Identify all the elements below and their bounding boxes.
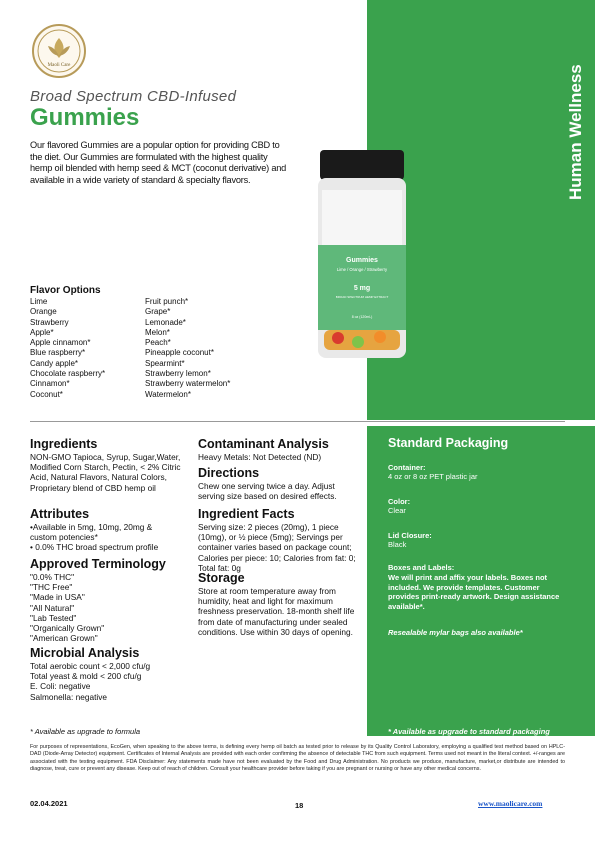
terminology-line: "American Grown": [30, 633, 98, 644]
jar-label-title: Gummies: [346, 257, 378, 264]
packaging-container-heading: Container:: [388, 463, 426, 472]
packaging-boxes: We will print and affix your labels. Boxes not included. We provide templates. Customer provides print-ready artwork. Design assistance available*.: [388, 573, 560, 611]
directions-title: Directions: [198, 466, 260, 480]
legal-disclaimer: For purposes of representations, EcoGen, when speaking to the above terms, is defining every hemp oil batch as tested prior to release by its Quality Control Laboratory, employing a qualified test method based on HPLC-DAD (Diode-Array Detector) equipment. Certificates of Internal Analysis are provided with each order confirming the absence of detectable THC from such equipment. Terms used not meant in the literal context. +/-ranges are associated with the testing equipment. FDA Disclaimer: Any statements made have not been evaluated by the Food and Drug Administration. No products we produce, manufacture, market,or distribute are intended to diagnose, treat, cure or prevent any disease. Keep out of reach of children. Consult your healthcare provider before taking if you are pregnant or nursing or have any other medical concerns.: [30, 744, 565, 772]
attribute-line: •Available in 5mg, 10mg, 20mg &: [30, 522, 153, 532]
flavor-list-col1: [30, 297, 105, 400]
flavor-item: Orange: [30, 307, 57, 317]
microbial-line: Total aerobic count < 2,000 cfu/g: [30, 661, 151, 671]
flavor-item: Strawberry: [30, 317, 69, 327]
brand-logo: [32, 24, 86, 78]
facts-title: Ingredient Facts: [198, 507, 295, 521]
terminology-line: "0.0% THC": [30, 572, 75, 582]
website-link[interactable]: www.maolicare.com: [478, 799, 543, 808]
section-divider: [30, 421, 565, 422]
product-intro: Our flavored Gummies are a popular option for providing CBD to the diet. Our Gummies are formulated with the highest quality hemp oil blended with hemp seed & MCT (coconut derivative) and available in a wide variety of standard & specialty flavors.: [30, 140, 287, 185]
jar-label-flavors: Lime / Orange / Strawberry: [336, 267, 388, 272]
packaging-container: 4 oz or 8 oz PET plastic jar: [388, 472, 478, 481]
ingredients-text: NON-GMO Tapioca, Syrup, Sugar,Water, Modified Corn Starch, Pectin, < 2% Citric Acid, Natural Flavors, Natural Colors, Proprietary blend of CBD hemp oil: [30, 452, 181, 493]
terminology-line: "Lab Tested": [30, 612, 77, 623]
page-number: 18: [295, 801, 304, 810]
microbial-list: [30, 661, 190, 702]
contaminant-text: Heavy Metals: Not Detected (ND): [198, 452, 322, 462]
flavor-item: Fruit punch*: [145, 297, 189, 306]
flavor-item: Spearmint*: [145, 358, 185, 368]
terminology-line: "THC Free": [30, 582, 73, 593]
flavor-item: Cinnamon*: [30, 379, 70, 389]
packaging-boxes-heading: Boxes and Labels:: [388, 563, 455, 572]
jar-label-strength: 5 mg: [353, 285, 371, 292]
packaging-color-heading: Color:: [388, 497, 411, 506]
attributes-list: [30, 522, 190, 553]
flavor-item: Blue raspberry*: [30, 348, 86, 358]
terminology-list: [30, 572, 190, 643]
packaging-footnote: * Available as upgrade to standard packaging: [388, 727, 550, 736]
microbial-title: Microbial Analysis: [30, 646, 140, 660]
flavor-item: Lime: [30, 297, 48, 306]
product-title: Gummies: [30, 104, 140, 131]
packaging-note: Resealable mylar bags also available*: [388, 628, 523, 637]
flavor-item: Peach*: [145, 338, 171, 348]
flavor-item: Apple*: [30, 327, 54, 337]
terminology-line: "Organically Grown": [30, 623, 105, 634]
product-jar-image: [318, 150, 406, 360]
microbial-line: E. Coli: negative: [30, 681, 91, 692]
packaging-color: Clear: [388, 506, 406, 515]
storage-text: Store at room temperature away from humidity, heat and light for maximum freshness preservation. 18-month shelf life from date of manufacturing under sealed conditions. Use within 30 days of opening.: [198, 586, 355, 637]
flavor-item: Watermelon*: [145, 389, 191, 399]
formula-footnote: * Available as upgrade to formula: [30, 727, 141, 736]
leaf-logo-icon: [34, 26, 84, 76]
microbial-line: Total yeast & mold < 200 cfu/g: [30, 671, 142, 682]
storage-title: Storage: [198, 571, 245, 585]
terminology-line: "All Natural": [30, 602, 75, 613]
packaging-lid: Black: [388, 540, 407, 549]
flavors-title: Flavor Options: [30, 285, 101, 296]
flavor-item: Candy apple*: [30, 358, 79, 368]
contaminant-title: Contaminant Analysis: [198, 437, 329, 451]
side-banner-text: Human Wellness: [566, 64, 585, 200]
flavor-item: Pineapple coconut*: [145, 348, 214, 358]
flavor-item: Strawberry lemon*: [145, 369, 211, 379]
terminology-line: "Made in USA": [30, 592, 85, 603]
jar-label-size: 8 oz (120mL): [351, 315, 373, 319]
flavor-item: Coconut*: [30, 389, 63, 399]
attributes-title: Attributes: [30, 507, 90, 521]
attribute-line: • 0.0% THC broad spectrum profile: [30, 542, 159, 553]
ingredients-title: Ingredients: [30, 437, 98, 451]
facts-text: Serving size: 2 pieces (20mg), 1 piece (10mg), or ½ piece (5mg); Servings per container varies based on package count; Calories per piece: 10; Calories from fat: 0; Total fat: 0g: [198, 522, 356, 573]
product-subtitle: Broad Spectrum CBD-Infused: [30, 88, 237, 105]
packaging-lid-heading: Lid Closure:: [388, 531, 432, 540]
flavor-item: Grape*: [145, 307, 171, 317]
jar-lid: [320, 150, 404, 180]
attribute-line: custom potencies*: [30, 532, 98, 543]
flavor-item: Apple cinnamon*: [30, 338, 91, 348]
logo-text: Maoli Care: [47, 63, 71, 68]
flavor-item: Strawberry watermelon*: [145, 379, 231, 389]
directions-text: Chew one serving twice a day. Adjust serving size based on desired effects.: [198, 481, 337, 502]
jar-label-small: BROAD SPECTRUM HEMP EXTRACT: [335, 295, 389, 299]
flavor-list-col2: [145, 297, 230, 400]
flavor-item: Melon*: [145, 327, 170, 337]
flavor-item: Chocolate raspberry*: [30, 369, 106, 379]
document-date: 02.04.2021: [30, 799, 68, 808]
microbial-line: Salmonella: negative: [30, 691, 108, 702]
packaging-title: Standard Packaging: [388, 436, 509, 450]
terminology-title: Approved Terminology: [30, 557, 166, 571]
flavor-item: Lemonade*: [145, 317, 186, 327]
